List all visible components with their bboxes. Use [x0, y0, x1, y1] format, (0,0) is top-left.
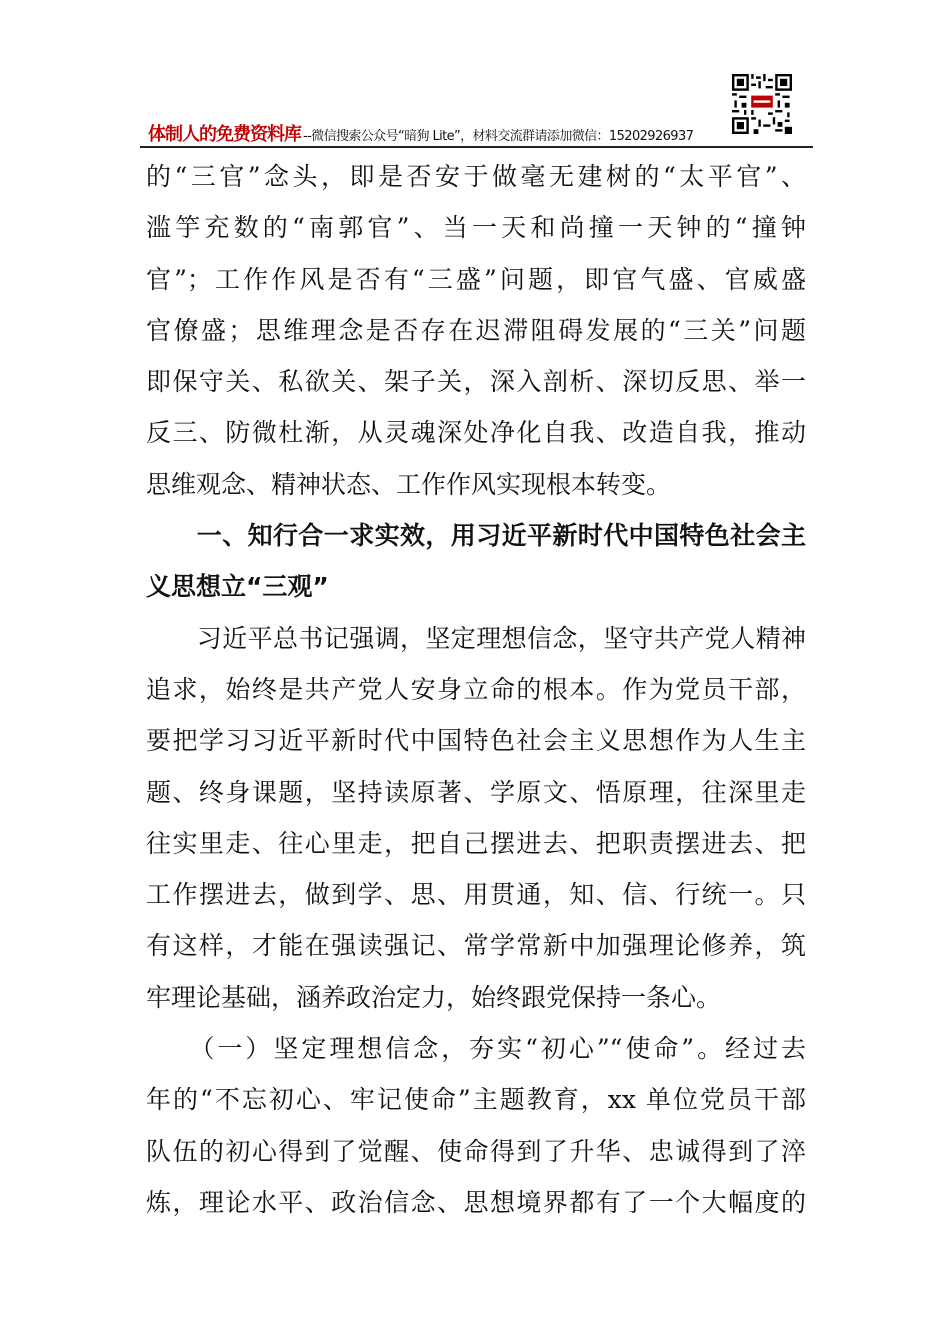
- body-line: 往实里走、往心里走，把自己摆进去、把职责摆进去、把: [146, 828, 806, 858]
- section-heading-line: 义思想立“三观”: [146, 572, 329, 602]
- body-line: 追求，始终是共产党人安身立命的根本。作为党员干部，: [146, 674, 806, 704]
- section-heading-line: 一、知行合一求实效，用习近平新时代中国特色社会主: [146, 521, 806, 551]
- qr-code-icon: [732, 74, 792, 134]
- body-line: 即保守关、私欲关、架子关，深入剖析、深切反思、举一: [146, 367, 806, 397]
- body-line: 官僚盛；思维理念是否存在迟滞阻碍发展的“三关”问题: [146, 315, 806, 345]
- page-header: [148, 120, 812, 144]
- body-line: 有这样，才能在强读强记、常学常新中加强理论修养，筑: [146, 931, 806, 961]
- body-line: 队伍的初心得到了觉醒、使命得到了升华、忠诚得到了淬: [146, 1136, 806, 1166]
- body-line: 工作摆进去，做到学、思、用贯通，知、信、行统一。只: [146, 880, 806, 910]
- header-brand: 体制人的免费资料库: [148, 124, 301, 145]
- body-line: 的“三官”念头，即是否安于做毫无建树的“太平官”、: [146, 162, 806, 191]
- body-line: 官”；工作作风是否有“三盛”问题，即官气盛、官威盛: [146, 264, 806, 294]
- body-line: （一）坚定理想信念，夯实“初心”“使命”。经过去: [146, 1034, 806, 1064]
- header-rule: [140, 146, 813, 148]
- body-line: 滥竽充数的“南郭官”、当一天和尚撞一天钟的“撞钟: [146, 213, 806, 243]
- body-line: 年的“不忘初心、牢记使命”主题教育，xx 单位党员干部: [146, 1085, 806, 1115]
- body-line: 要把学习习近平新时代中国特色社会主义思想作为人生主: [146, 726, 806, 756]
- body-line: 思维观念、精神状态、工作作风实现根本转变。: [146, 469, 672, 499]
- body-line: 炼，理论水平、政治信念、思想境界都有了一个大幅度的: [146, 1187, 806, 1217]
- body-line: 习近平总书记强调，坚定理想信念，坚守共产党人精神: [146, 623, 806, 653]
- document-body: [146, 151, 806, 1228]
- body-line: 反三、防微杜渐，从灵魂深处净化自我、改造自我，推动: [146, 418, 806, 448]
- body-line: 牢理论基础，涵养政治定力，始终跟党保持一条心。: [146, 982, 722, 1012]
- header-note: --微信搜索公众号“暗狗 Lite”，材料交流群请添加微信：15202926937: [303, 129, 694, 144]
- body-line: 题、终身课题，坚持读原著、学原文、悟原理，往深里走: [146, 777, 806, 807]
